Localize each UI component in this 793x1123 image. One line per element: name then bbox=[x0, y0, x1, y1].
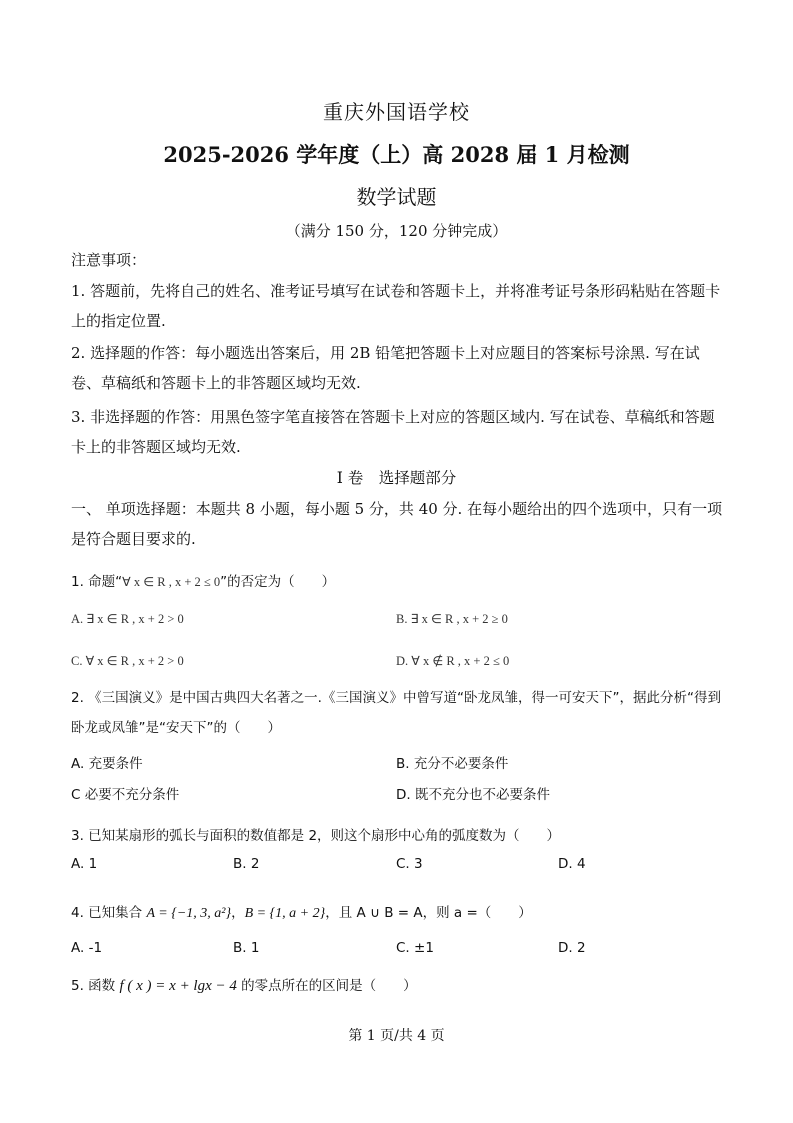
q2-option-a: A. 充要条件 bbox=[71, 756, 143, 772]
question-1-suffix: ”的否定为（ ） bbox=[220, 574, 336, 590]
question-1-formula: ∀ x ∈ R , x + 2 ≤ 0 bbox=[122, 575, 221, 589]
notice-item-1: 1. 答题前，先将自己的姓名、准考证号填写在试卷和答题卡上，并将准考证号条形码粘贴在答题卡上的指定位置. bbox=[71, 282, 721, 330]
notice-heading: 注意事项： bbox=[71, 251, 147, 269]
question-5 bbox=[71, 974, 417, 995]
q1-option-b: B. ∃ x ∈ R , x + 2 ≥ 0 bbox=[396, 612, 508, 626]
notice-item-2: 2. 选择题的作答：每小题选出答案后，用 2B 铅笔把答题卡上对应题目的答案标号涂黑. 写在试卷、草稿纸和答题卡上的非答题区域均无效. bbox=[71, 344, 700, 392]
q3-option-a: A. 1 bbox=[71, 856, 98, 872]
question-5-suffix: 的零点所在的区间是（ ） bbox=[236, 978, 417, 994]
question-4-prefix: 4. 已知集合 bbox=[71, 905, 147, 921]
q3-option-d: D. 4 bbox=[558, 856, 586, 872]
part1-instructions: 一、 单项选择题：本题共 8 小题，每小题 5 分，共 40 分. 在每小题给出的四个选项中，只有一项是符合题目要求的. bbox=[71, 500, 723, 548]
question-5-formula: f ( x ) = x + lgx − 4 bbox=[119, 978, 237, 994]
question-1-prefix: 1. 命题“ bbox=[71, 574, 123, 590]
question-2: 2. 《三国演义》是中国古典四大名著之一.《三国演义》中曾写道“卧龙凤雏，得一可安天下”，据此分析“得到卧龙或凤雏”是“安天下”的（ ） bbox=[71, 690, 721, 736]
exam-note: （满分 150 分，120 分钟完成） bbox=[285, 222, 508, 240]
q4-option-b: B. 1 bbox=[233, 940, 260, 956]
q1-option-c: C. ∀ x ∈ R , x + 2 > 0 bbox=[71, 654, 184, 668]
q3-option-c: C. 3 bbox=[396, 856, 423, 872]
school-name: 重庆外国语学校 bbox=[323, 100, 470, 124]
question-3: 3. 已知某扇形的弧长与面积的数值都是 2，则这个扇形中心角的弧度数为（ ） bbox=[71, 828, 561, 844]
q2-option-c: C 必要不充分条件 bbox=[71, 787, 180, 803]
q4-option-a: A. -1 bbox=[71, 940, 103, 956]
question-4-set-a: A = {−1, 3, a²} bbox=[146, 906, 232, 921]
subject-title: 数学试题 bbox=[356, 185, 437, 209]
exam-title: 2025-2026 学年度（上）高 2028 届 1 月检测 bbox=[163, 142, 630, 167]
question-4-condition: ，且 A ∪ B = A，则 a =（ ） bbox=[325, 905, 532, 921]
question-4-set-b: B = {1, a + 2} bbox=[244, 906, 326, 921]
q1-option-a: A. ∃ x ∈ R , x + 2 > 0 bbox=[71, 612, 184, 626]
question-1 bbox=[71, 570, 335, 590]
q4-option-d: D. 2 bbox=[558, 940, 586, 956]
q4-option-c: C. ±1 bbox=[396, 940, 434, 956]
q2-option-d: D. 既不充分也不必要条件 bbox=[396, 787, 550, 803]
page-footer: 第 1 页/共 4 页 bbox=[348, 1028, 445, 1044]
q2-option-b: B. 充分不必要条件 bbox=[396, 756, 509, 772]
q3-option-b: B. 2 bbox=[233, 856, 260, 872]
question-4-separator: ， bbox=[231, 905, 245, 921]
question-4 bbox=[71, 901, 532, 922]
section-title: I 卷 选择题部分 bbox=[336, 469, 457, 487]
notice-item-3: 3. 非选择题的作答：用黑色签字笔直接答在答题卡上对应的答题区域内. 写在试卷、草稿纸和答题卡上的非答题区域均无效. bbox=[71, 408, 715, 456]
question-5-prefix: 5. 函数 bbox=[71, 978, 120, 994]
q1-option-d: D. ∀ x ∉ R , x + 2 ≤ 0 bbox=[396, 654, 510, 668]
